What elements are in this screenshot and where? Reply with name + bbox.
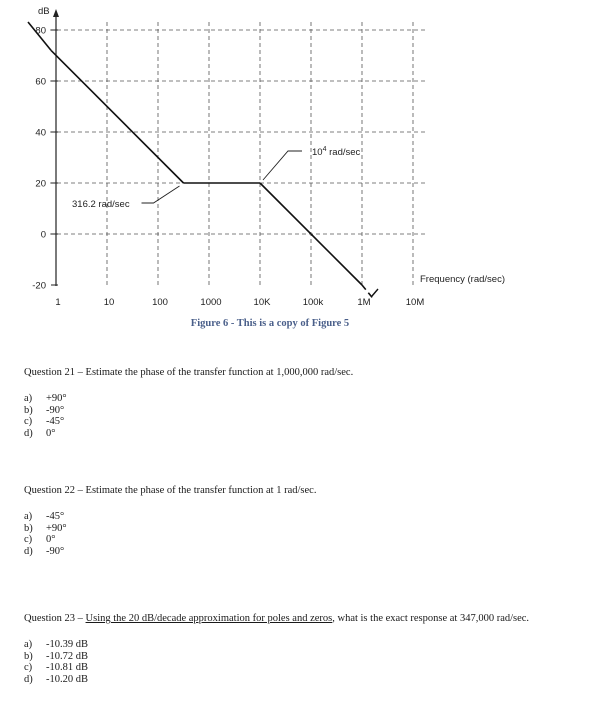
question-stem-text: , what is the exact response at 347,000 rad/sec. bbox=[332, 613, 530, 624]
option-text: +90° bbox=[46, 522, 67, 534]
answer-options bbox=[24, 393, 574, 439]
bode-magnitude-plot bbox=[0, 0, 601, 340]
option-text: -10.20 dB bbox=[46, 673, 88, 685]
answer-option[interactable] bbox=[24, 428, 574, 440]
answer-option[interactable] bbox=[24, 534, 574, 546]
plot-annotations bbox=[72, 146, 361, 210]
option-text: -10.81 dB bbox=[46, 662, 88, 673]
question-stem bbox=[24, 484, 574, 497]
x-axis-unit: Frequency (rad/sec) bbox=[420, 274, 506, 285]
answer-options bbox=[24, 639, 579, 685]
plot-grid bbox=[50, 22, 425, 286]
option-letter: b) bbox=[24, 404, 33, 416]
x-tick-label: 1M bbox=[357, 297, 371, 308]
question-stem-text: Question 21 – Estimate the phase of the transfer function at 1,000,000 rad/sec. bbox=[24, 367, 354, 378]
option-text: +90° bbox=[46, 393, 67, 404]
y-tick-label: 40 bbox=[35, 127, 46, 139]
option-letter: c) bbox=[24, 416, 33, 427]
y-tick-label: 60 bbox=[35, 76, 46, 88]
curve-segment bbox=[51, 50, 183, 183]
answer-option[interactable] bbox=[24, 405, 574, 417]
option-letter: d) bbox=[24, 673, 33, 685]
option-letter: a) bbox=[24, 393, 33, 404]
annotation-unit: rad/sec bbox=[326, 147, 361, 158]
y-tick-label: -20 bbox=[32, 280, 46, 292]
option-text: -45° bbox=[46, 416, 65, 427]
x-tick-label: 10 bbox=[103, 297, 115, 308]
option-letter: b) bbox=[24, 650, 33, 662]
answer-options bbox=[24, 511, 574, 557]
answer-option[interactable] bbox=[24, 662, 579, 674]
answer-option[interactable] bbox=[24, 651, 579, 663]
x-tick-label: 10M bbox=[405, 297, 425, 308]
option-letter: a) bbox=[24, 639, 33, 650]
y-axis-arrow bbox=[53, 9, 59, 17]
answer-option[interactable] bbox=[24, 639, 579, 651]
answer-option[interactable] bbox=[24, 546, 574, 558]
magnitude-curve bbox=[28, 22, 378, 298]
question-stem-text: Question 23 – bbox=[24, 613, 86, 624]
curve-segment bbox=[362, 285, 372, 298]
curve-segment bbox=[372, 289, 378, 296]
option-text: -90° bbox=[46, 545, 65, 557]
plot-axes bbox=[38, 6, 505, 286]
question-23 bbox=[24, 612, 579, 685]
y-axis-unit: dB bbox=[38, 6, 50, 17]
x-tick-labels bbox=[55, 297, 424, 308]
option-text: 0° bbox=[46, 534, 56, 545]
question-stem bbox=[24, 612, 579, 625]
question-stem-text: Question 22 – Estimate the phase of the transfer function at 1 rad/sec. bbox=[24, 485, 317, 496]
answer-option[interactable] bbox=[24, 393, 574, 405]
answer-option[interactable] bbox=[24, 511, 574, 523]
question-stem-text: Using the 20 dB/decade approximation for poles and zeros bbox=[85, 613, 333, 624]
option-text: 0° bbox=[46, 427, 56, 439]
option-letter: c) bbox=[24, 662, 33, 673]
x-tick-label: 100 bbox=[152, 297, 168, 308]
option-letter: b) bbox=[24, 522, 33, 534]
question-22 bbox=[24, 484, 574, 557]
annotation-base: 10 bbox=[312, 147, 323, 158]
annotation-leader-high bbox=[263, 151, 302, 180]
option-text: -10.72 dB bbox=[46, 650, 88, 662]
option-letter: c) bbox=[24, 534, 33, 545]
option-letter: a) bbox=[24, 511, 33, 522]
x-tick-label: 100k bbox=[302, 297, 324, 308]
question-stem bbox=[24, 366, 574, 379]
option-text: -45° bbox=[46, 511, 65, 522]
option-letter: d) bbox=[24, 427, 33, 439]
figure-caption: Figure 6 - This is a copy of Figure 5 bbox=[190, 318, 350, 329]
option-text: -90° bbox=[46, 404, 65, 416]
option-text: -10.39 dB bbox=[46, 639, 88, 650]
y-tick-labels bbox=[32, 26, 46, 292]
annotation-high-frequency bbox=[312, 146, 361, 158]
annotation-leader-low bbox=[141, 186, 179, 203]
y-tick-label: 0 bbox=[40, 229, 46, 241]
x-tick-label: 10K bbox=[253, 297, 271, 308]
annotation-low-frequency: 316.2 rad/sec bbox=[72, 199, 130, 210]
answer-option[interactable] bbox=[24, 674, 579, 686]
annotation-exponent: 4 bbox=[322, 146, 327, 153]
question-21 bbox=[24, 366, 574, 439]
y-tick-label: 20 bbox=[35, 178, 46, 190]
option-letter: d) bbox=[24, 545, 33, 557]
x-tick-label: 1000 bbox=[200, 297, 222, 308]
x-tick-label: 1 bbox=[55, 297, 61, 308]
answer-option[interactable] bbox=[24, 416, 574, 428]
answer-option[interactable] bbox=[24, 523, 574, 535]
y-tick-label: 80 bbox=[35, 25, 46, 37]
